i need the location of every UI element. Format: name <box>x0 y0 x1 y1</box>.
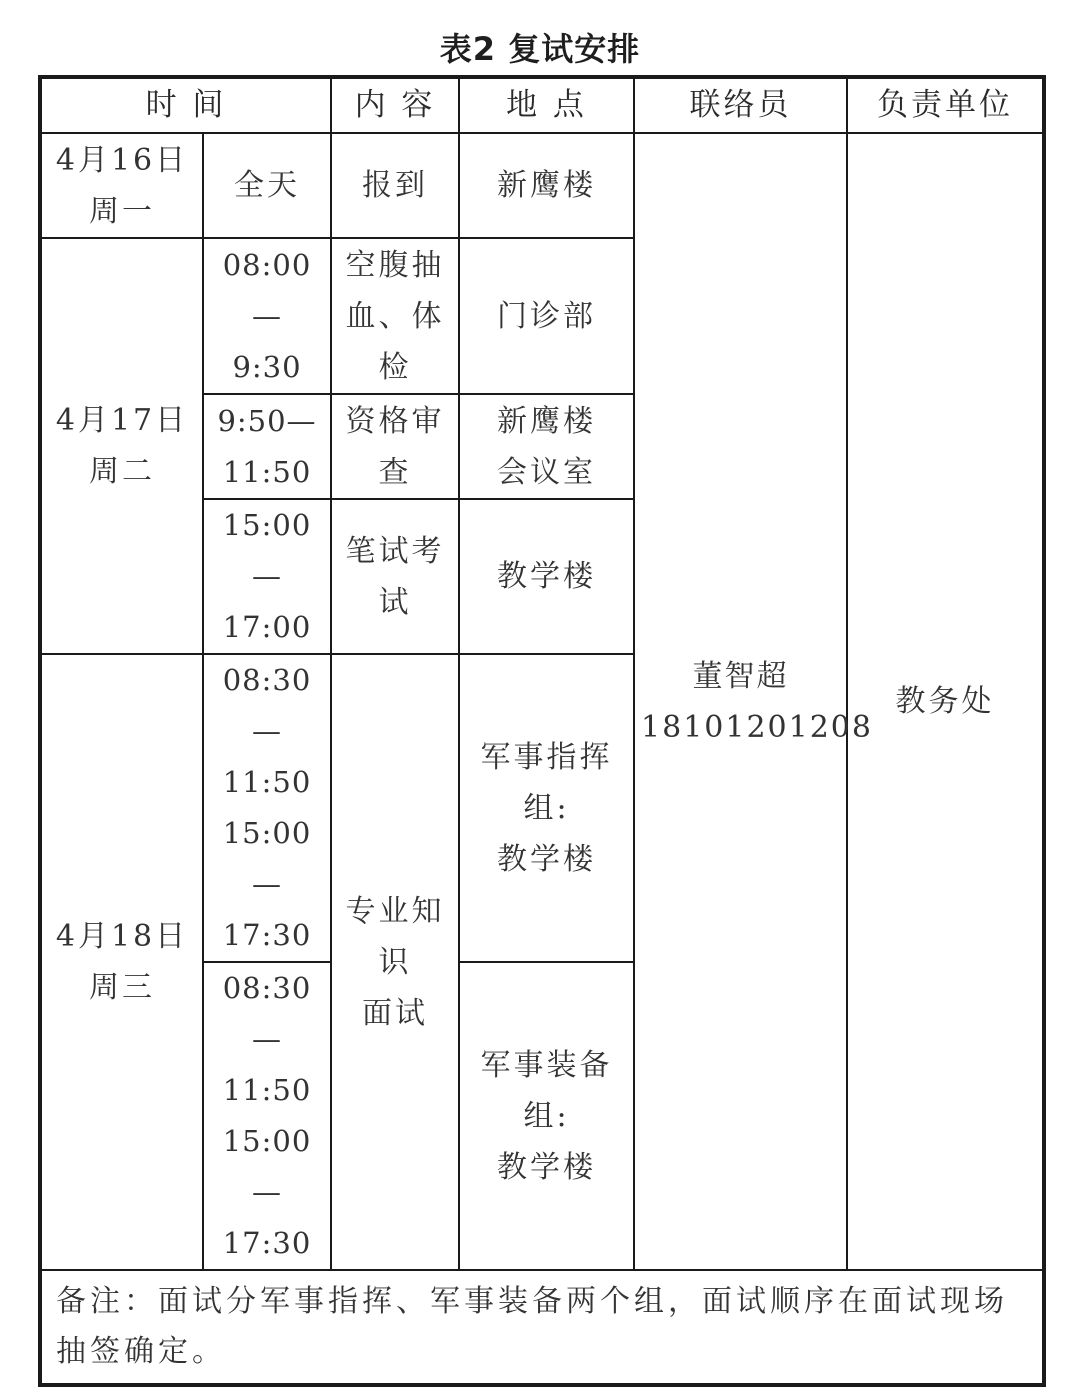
note-cell: 备注：面试分军事指挥、军事装备两个组，面试顺序在面试现场抽签确定。 <box>40 1270 1044 1385</box>
time-cell: 15:00— 17:00 <box>203 499 331 654</box>
location-cell: 军事指挥 组: 教学楼 <box>459 654 634 962</box>
content-cell: 专业知 识 面试 <box>331 654 459 1270</box>
header-content: 内 容 <box>331 77 459 133</box>
header-dept: 负责单位 <box>847 77 1044 133</box>
table-row <box>40 133 1044 238</box>
dept-cell: 教务处 <box>847 133 1044 1270</box>
content-cell: 空腹抽 血、体 检 <box>331 238 459 394</box>
location-cell: 新鹰楼 会议室 <box>459 394 634 499</box>
location-cell: 新鹰楼 <box>459 133 634 238</box>
location-cell: 门诊部 <box>459 238 634 394</box>
content-cell: 报到 <box>331 133 459 238</box>
time-cell: 08:00— 9:30 <box>203 238 331 394</box>
location-cell: 军事装备 组: 教学楼 <box>459 962 634 1270</box>
note-row <box>40 1270 1044 1385</box>
header-time: 时 间 <box>40 77 331 133</box>
time-cell: 08:30— 11:50 15:00— 17:30 <box>203 654 331 962</box>
time-cell: 9:50— 11:50 <box>203 394 331 499</box>
content-cell: 笔试考 试 <box>331 499 459 654</box>
contact-cell: 董智超 18101201208 <box>634 133 847 1270</box>
header-contact: 联络员 <box>634 77 847 133</box>
time-cell: 08:30— 11:50 15:00— 17:30 <box>203 962 331 1270</box>
time-cell: 全天 <box>203 133 331 238</box>
header-location: 地 点 <box>459 77 634 133</box>
location-cell: 教学楼 <box>459 499 634 654</box>
date-cell: 4月18日 周三 <box>40 654 203 1270</box>
date-cell: 4月17日 周二 <box>40 238 203 654</box>
date-cell: 4月16日 周一 <box>40 133 203 238</box>
header-row <box>40 77 1044 133</box>
content-cell: 资格审 查 <box>331 394 459 499</box>
table-title: 表2 复试安排 <box>439 30 641 68</box>
schedule-table <box>38 75 1046 1387</box>
